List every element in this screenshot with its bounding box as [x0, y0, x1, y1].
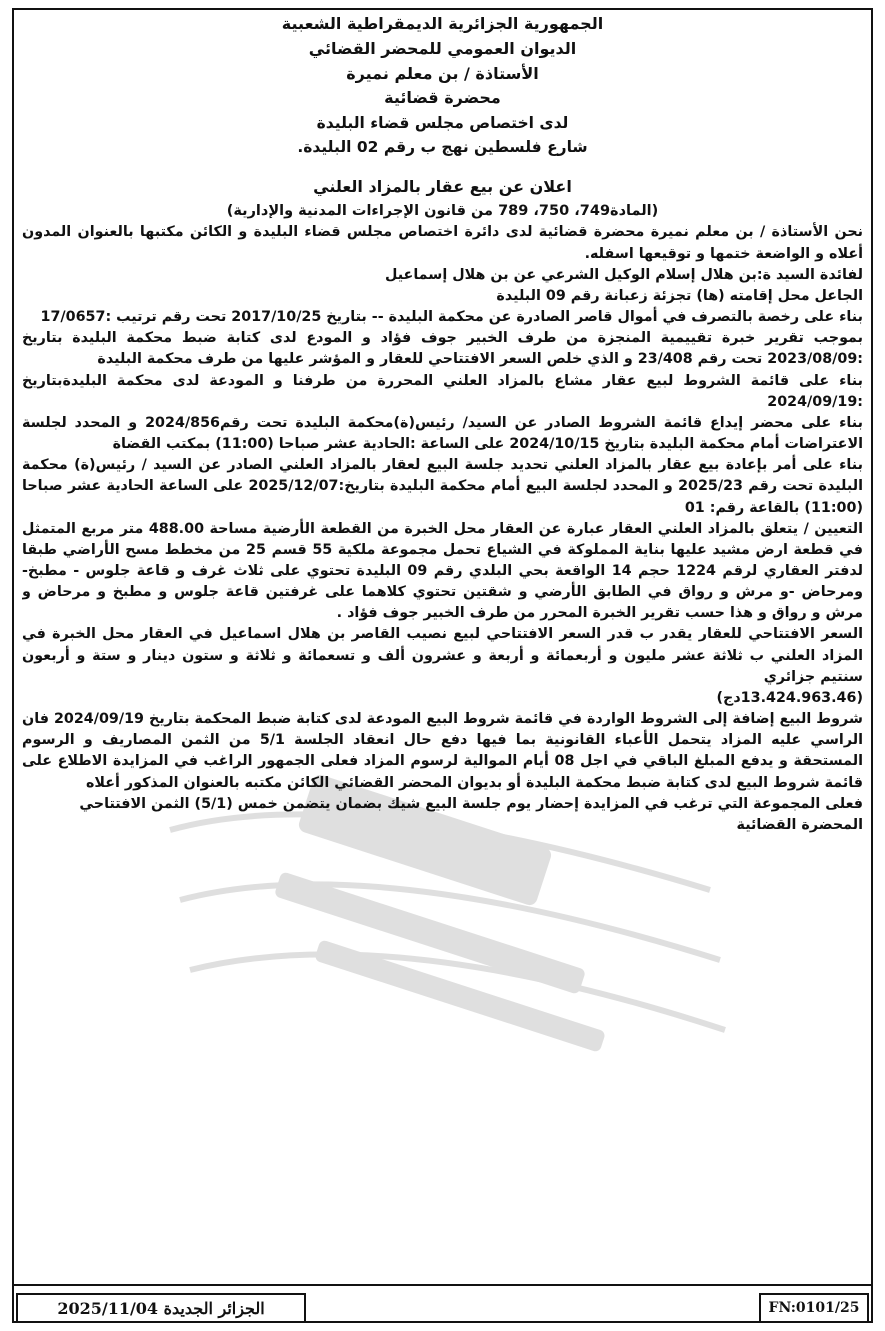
paragraph-residence: الجاعل محل إقامته (ها) تجزئة زعبانة رقم 09 البليدة	[496, 287, 863, 304]
letterhead-line: لدى اختصاص مجلس قضاء البليدة	[316, 114, 569, 133]
paragraph-opening-price: السعر الافتتاحي للعقار يقدر ب قدر السعر الافتتاحي لبيع نصيب القاصر بن هلال اسماعيل في العقار محل الخبرة في المزاد العلني ب ثلاثة عشر مليون و أربعمائة و أربعة و عشرون ألف و تسعمائة و ثلاثة و ستون دينار و ستة و أربعون سنتيم جزائري	[22, 626, 863, 685]
letterhead-line: الأستاذة / بن معلم نميرة	[346, 63, 539, 83]
footer-divider	[14, 1284, 871, 1286]
signature-label: المحضرة القضائية	[736, 816, 863, 833]
paragraph-conditions-list: بناء على قائمة الشروط لبيع عقار مشاع بالمزاد العلني المحررة من طرفنا و المودعة لدى محكمة البليدةبتاريخ :2024/09/19	[22, 372, 863, 410]
paragraph-designation: التعيين / يتعلق بالمزاد العلني العقار عبارة عن العقار محل الخبرة من القطعة الأرضية مساحة 488.00 متر مربع المتمثل في قطعة ارض مشيد عليها بناية المملوكة في الشياع تحمل مجموعة ملكية 55 قسم 25 من مخطط مسح الأراضي طبقا لدفتر العقاري لرقم 1224 حجم 14 الواقعة بحي البلدي رقم 09 البليدة تحتوي على ثلاث غرف و قاعة جلوس - مطبخ-ومرحاض -و مرش و رواق في الطابق الأرضي و شقتين تحتوي كلاهما على غرفتين قاعة جلوس و مطبخ و مرحاض و مرش و رواق و هذا حسب تقرير الخبرة المحرر من طرف الخبير جوف فؤاد .	[22, 520, 863, 622]
newspaper-date-box: الجزائر الجديدة 2025/11/04	[16, 1293, 306, 1323]
paragraph-resale-order: بناء على أمر بإعادة بيع عقار بالمزاد العلني تحديد جلسة البيع لعقار بالمزاد العلني الصادر عن السيد / رئيس(ة) محكمة البليدة تحت رقم 2025/23 و المحدد لجلسة البيع أمام محكمة البليدة بتاريخ:2025/12/07 على الساعة الحادية عشر صباحا (11:00) بالقاعة رقم: 01	[22, 457, 863, 516]
letterhead-line: محضرة قضائية	[384, 88, 501, 108]
letterhead-line: الجمهورية الجزائرية الديمقراطية الشعبية	[281, 14, 604, 33]
paragraph-price-amount: (13.424.963.46دج)	[716, 689, 863, 706]
paragraph-intro: نحن الأستاذة / بن معلم نميرة محضرة قضائية لدى دائرة اختصاص مجلس قضاء البليدة و الكائن مكتبها بالعنوان المدون أعلاه و الواضعة ختمها و توقيعها اسفله.	[22, 224, 863, 262]
paragraph-license: بناء على رخصة بالتصرف في أموال قاصر الصادرة عن محكمة البليدة -- بتاريخ 2017/10/25 تحت رقم ترتيب :17/0657	[40, 309, 863, 326]
letterhead	[22, 12, 863, 159]
notice-body	[22, 12, 863, 1280]
notice-subtitle: (المادة749، 750، 789 من قانون الإجراءات المدنية والإدارية)	[226, 203, 659, 220]
paragraph-expert-report: بموجب تقرير خبرة تقييمية المنجزة من طرف الخبير جوف فؤاد و المودع لدى كتابة ضبط محكمة البليدة بتاريخ :2023/08/09 تحت رقم 23/408 و الذي خلص السعر الافتتاحي للعقار و المؤشر عليها من طرف محكمة البليدة	[22, 330, 863, 368]
notice-title: اعلان عن بيع عقار بالمزاد العلني	[313, 177, 572, 197]
paragraph-deposit-record: بناء على محضر إيداع قائمة الشروط الصادر عن السيد/ رئيس(ة)محكمة البليدة تحت رقم2024/856 و المحدد لجلسة الاعتراضات أمام محكمة البليدة بتاريخ 2024/10/15 على الساعة :الحادية عشر صباحا (11:00) بمكتب القضاة	[22, 414, 863, 453]
paragraph-guarantee: فعلى المجموعة التي ترغب في المزايدة إحضار يوم جلسة البيع شيك بضمان يتضمن خمس (5/1) الثمن الافتتاحي	[79, 795, 863, 812]
letterhead-line: شارع فلسطين نهج ب رقم 02 البليدة.	[297, 138, 588, 157]
reference-box: FN:0101/25	[759, 1293, 869, 1323]
paragraph-sale-terms: شروط البيع إضافة إلى الشروط الواردة في قائمة شروط البيع المودعة لدى كتابة ضبط المحكمة بتاريخ 2024/09/19 فان الراسي عليه المزاد يتحمل الأعباء القانونية بما فيها دفع حال انعقاد الجلسة 5/1 من الثمن المصاريف و الرسوم المستحقة و يدفع المبلغ الباقي في اجل 08 أيام الموالية لرسوم المزاد فعلى الجمهور الراغب في المزايدة الاطلاع على قائمة شروط البيع لدى كتابة ضبط محكمة البليدة أو بديوان المحضر القضائي الكائن مكتبه بالعنوان المذكور أعلاه	[22, 711, 863, 791]
letterhead-line: الديوان العمومي للمحضر القضائي	[308, 38, 577, 58]
paragraph-beneficiary: لفائدة السيد ة:بن هلال إسلام الوكيل الشرعي عن بن هلال إسماعيل	[384, 266, 863, 283]
